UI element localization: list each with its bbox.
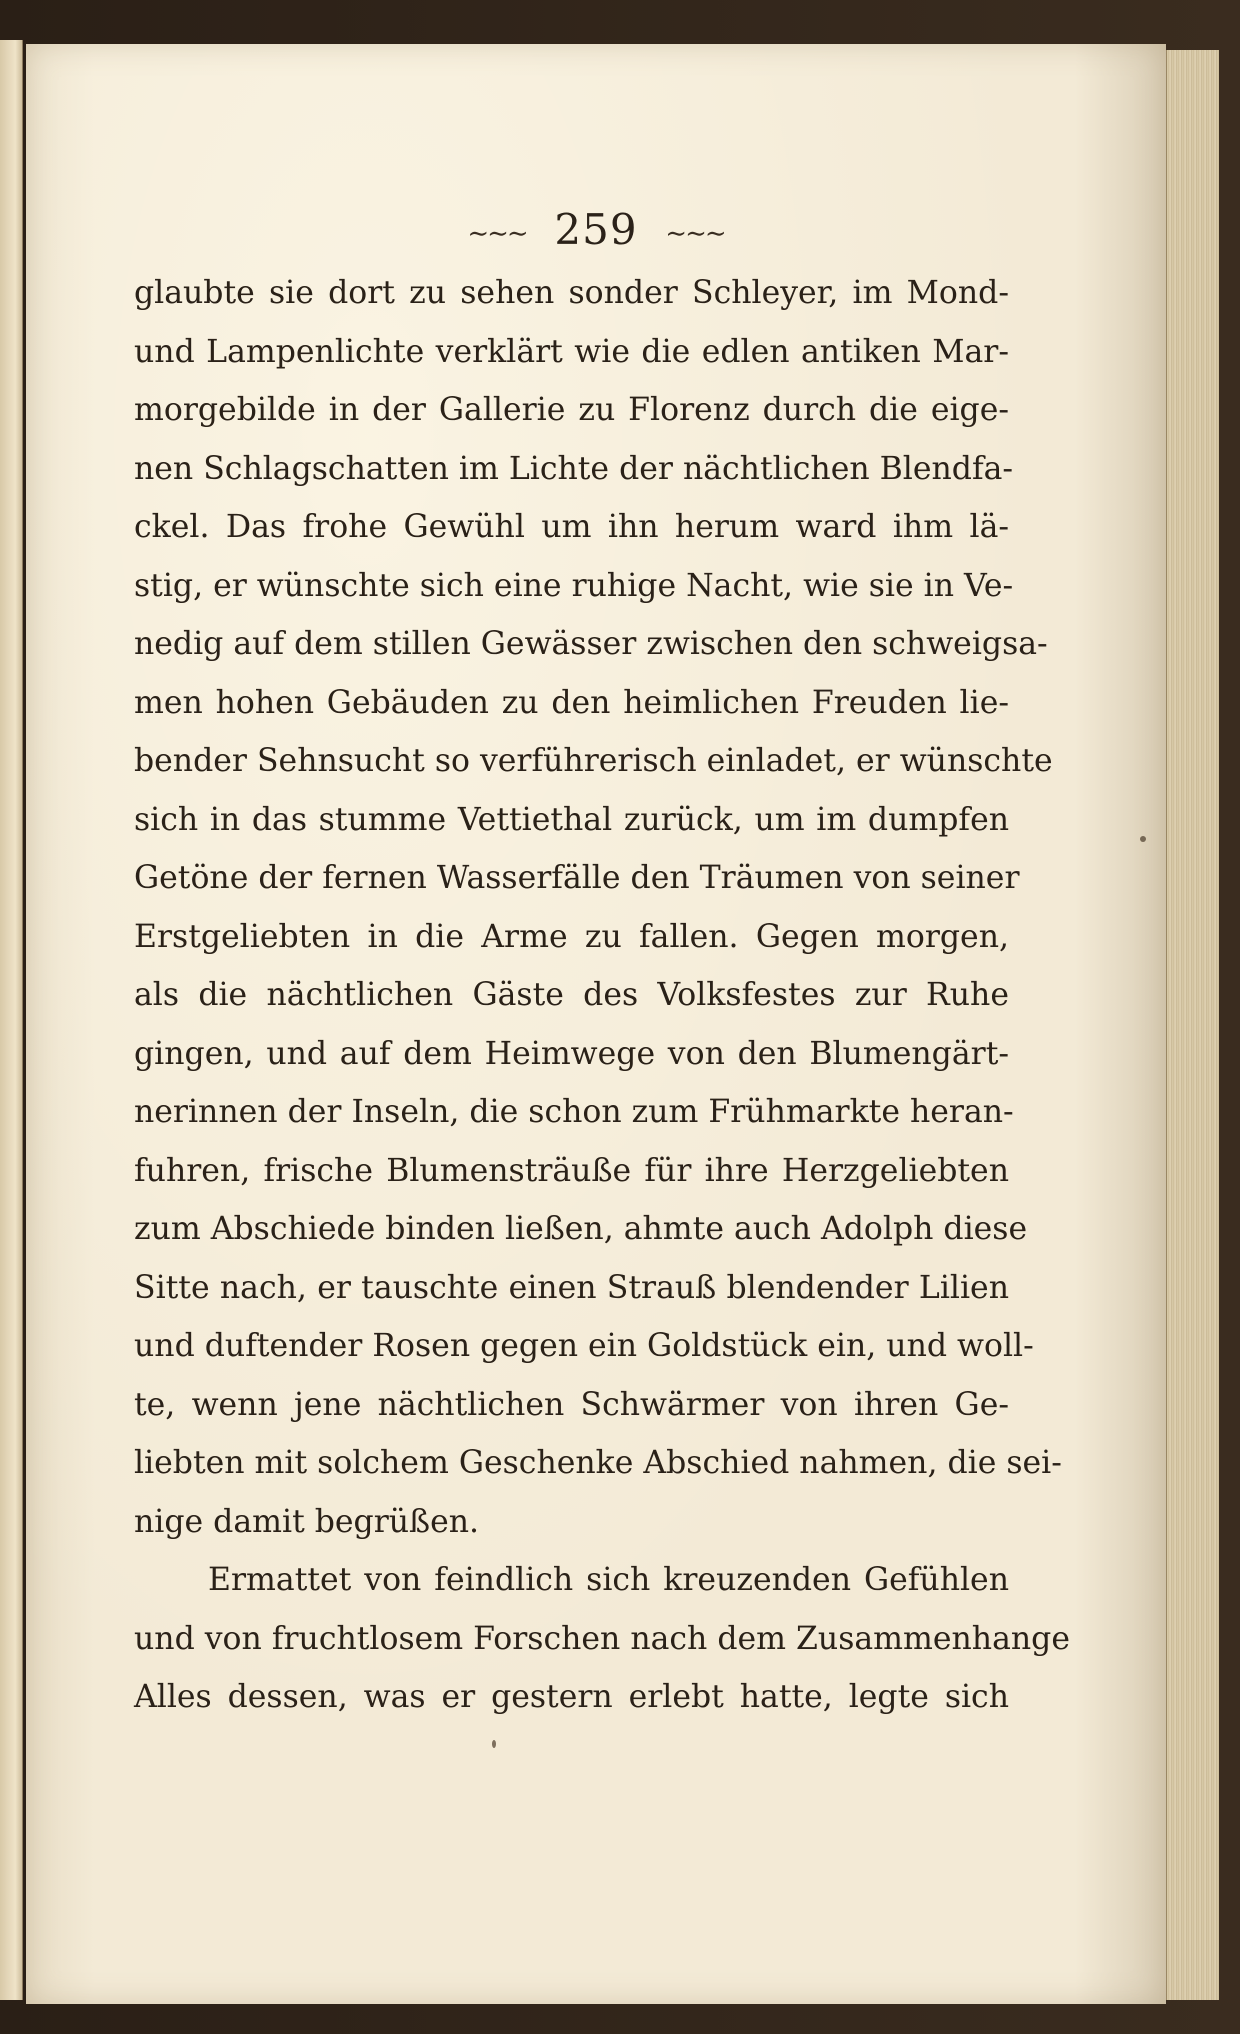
header-ornament-right: ∼∼∼	[665, 219, 725, 249]
text-line: nen Schlagschatten im Lichte der nächtlichen Blendfa-	[134, 450, 1014, 487]
page-header	[26, 205, 1166, 254]
text-line: sich in das stumme Vettiethal zurück, um im dumpfen	[134, 801, 1009, 838]
paper-speck	[1140, 836, 1146, 842]
text-line: ckel. Das frohe Gewühl um ihn herum ward ihm lä-	[134, 509, 1009, 545]
text-line: stig, er wünschte sich eine ruhige Nacht, wie sie in Ve-	[134, 567, 1014, 604]
text-line: te, wenn jene nächtlichen Schwärmer von ihren Ge-	[134, 1386, 1009, 1423]
facing-page-edge	[0, 40, 23, 2000]
paper-speck	[492, 1740, 496, 1748]
text-line: fuhren, frische Blumensträuße für ihre Herzgeliebten	[134, 1152, 1009, 1189]
text-line: liebten mit solchem Geschenke Abschied nahmen, die sei-	[134, 1445, 1062, 1481]
body-text	[134, 264, 1070, 1727]
text-line: morgebilde in der Gallerie zu Florenz durch die eige-	[134, 392, 1009, 428]
paragraph-end-line: nige damit begrüßen.	[134, 1503, 480, 1540]
text-line: und von fruchtlosem Forschen nach dem Zusammenhange	[134, 1620, 1070, 1657]
text-line: zum Abschiede binden ließen, ahmte auch Adolph diese	[134, 1211, 1028, 1247]
text-line: nerinnen der Inseln, die schon zum Frühmarkte heran-	[134, 1094, 1014, 1130]
text-line: gingen, und auf dem Heimwege von den Blumengärt-	[134, 1035, 1009, 1072]
text-line: nedig auf dem stillen Gewässer zwischen den schweigsa-	[134, 626, 1048, 662]
text-line: men hohen Gebäuden zu den heimlichen Freuden lie-	[134, 684, 1009, 721]
text-line: als die nächtlichen Gäste des Volksfestes zur Ruhe	[134, 977, 1009, 1013]
text-line: Getöne der fernen Wasserfälle den Träumen von seiner	[134, 860, 1020, 896]
text-line: Sitte nach, er tauschte einen Strauß blendender Lilien	[134, 1269, 1009, 1306]
text-line: glaubte sie dort zu sehen sonder Schleyer, im Mond-	[134, 275, 1009, 311]
page-stack-edge	[1166, 50, 1219, 2000]
text-line: Alles dessen, was er gestern erlebt hatte, legte sich	[134, 1679, 1009, 1715]
text-line: und duftender Rosen gegen ein Goldstück ein, und woll-	[134, 1328, 1034, 1364]
text-line: und Lampenlichte verklärt wie die edlen antiken Mar-	[134, 333, 1009, 370]
text-line: Erstgeliebten in die Arme zu fallen. Gegen morgen,	[134, 918, 1009, 955]
page-number: 259	[554, 205, 638, 254]
paragraph-start-line: Ermattet von feindlich sich kreuzenden Gefühlen	[208, 1562, 1009, 1598]
text-line: bender Sehnsucht so verführerisch einladet, er wünschte	[134, 743, 1053, 779]
header-ornament-left: ∼∼∼	[467, 219, 527, 249]
